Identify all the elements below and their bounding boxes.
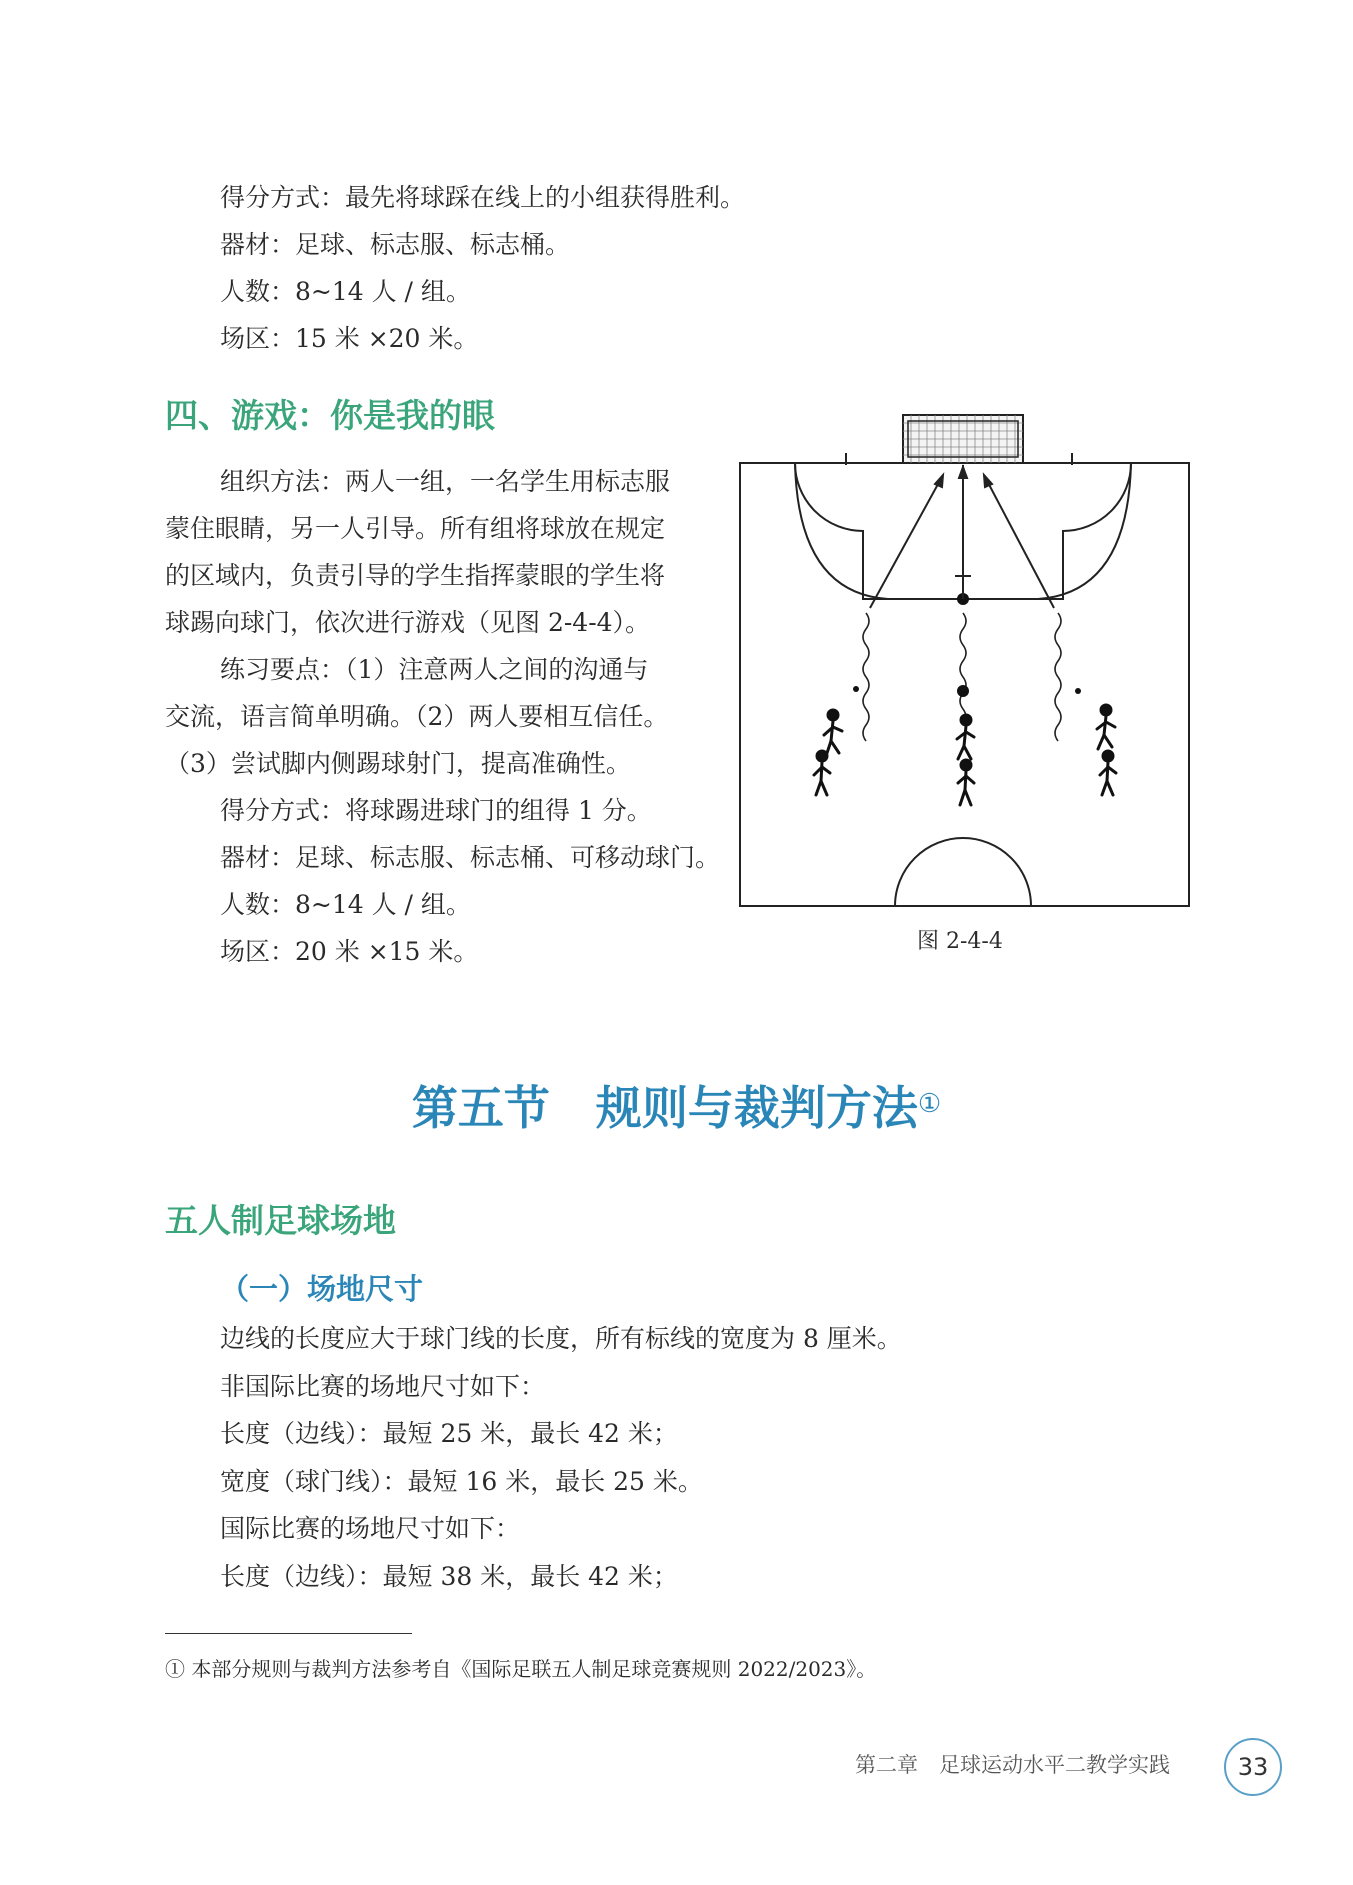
players-text: 人数：8~14 人 / 组。 <box>220 277 471 306</box>
size-line-2: 非国际比赛的场地尺寸如下： <box>220 1372 546 1401</box>
footnote-divider <box>165 1633 412 1634</box>
footer-chapter: 第二章 足球运动水平二教学实践 <box>855 1753 1170 1777</box>
goal-icon <box>903 415 1023 463</box>
equipment-text: 器材：足球、标志服、标志桶。 <box>220 230 571 259</box>
field-text: 场区：15 米 ×20 米。 <box>220 324 479 353</box>
field-size-heading: （一）场地尺寸 <box>220 1272 424 1306</box>
page-number: 33 <box>1224 1738 1282 1796</box>
org-line-1: 组织方法：两人一组，一名学生用标志服 <box>220 467 671 496</box>
size-line-5: 国际比赛的场地尺寸如下： <box>220 1514 521 1543</box>
wavy-line-left <box>863 613 869 741</box>
player-group-left <box>814 710 842 795</box>
wavy-line-center <box>960 613 966 725</box>
org-line-3: 的区域内，负责引导的学生指挥蒙眼的学生将 <box>165 561 666 590</box>
arrow-left <box>870 475 943 608</box>
game-field-text: 场区：20 米 ×15 米。 <box>220 937 479 966</box>
section-title-text: 第五节 规则与裁判方法 <box>411 1081 918 1135</box>
player-group-center <box>957 715 974 805</box>
key-line-1: 练习要点：（1）注意两人之间的沟通与 <box>220 655 649 684</box>
key-line-3: （3）尝试脚内侧踢球射门，提高准确性。 <box>165 749 631 778</box>
center-circle-arc <box>895 838 1031 906</box>
scoring-text: 得分方式：最先将球踩在线上的小组获得胜利。 <box>220 183 746 212</box>
footnote-mark: ① <box>917 1089 942 1119</box>
game-players-text: 人数：8~14 人 / 组。 <box>220 890 471 919</box>
size-line-3: 长度（边线）：最短 25 米，最长 42 米； <box>220 1419 678 1448</box>
player-group-right <box>1097 705 1116 795</box>
key-line-2: 交流，语言简单明确。（2）两人要相互信任。 <box>165 702 669 731</box>
game-scoring-text: 得分方式：将球踢进球门的组得 1 分。 <box>220 796 652 825</box>
size-line-6: 长度（边线）：最短 38 米，最长 42 米； <box>220 1562 678 1591</box>
wavy-line-right <box>1055 613 1061 741</box>
game-equipment-text: 器材：足球、标志服、标志桶、可移动球门。 <box>220 843 721 872</box>
arrow-right <box>984 475 1054 608</box>
footnote-text: ① 本部分规则与裁判方法参考自《国际足联五人制足球竞赛规则 2022/2023》。 <box>165 1657 877 1681</box>
section-title <box>0 1080 1353 1136</box>
size-line-4: 宽度（球门线）：最短 16 米，最长 25 米。 <box>220 1467 703 1496</box>
size-line-1: 边线的长度应大于球门线的长度，所有标线的宽度为 8 厘米。 <box>220 1324 902 1353</box>
ball-right <box>1075 688 1081 694</box>
org-line-4: 球踢向球门，依次进行游戏（见图 2-4-4）。 <box>165 608 651 637</box>
ball-left <box>853 686 859 692</box>
section-subheading: 五人制足球场地 <box>165 1201 396 1240</box>
org-line-2: 蒙住眼睛，另一人引导。所有组将球放在规定 <box>165 514 666 543</box>
ball-center <box>957 685 969 697</box>
field-diagram <box>738 413 1193 913</box>
figure-caption: 图 2-4-4 <box>917 929 1003 954</box>
game-four-heading: 四、游戏：你是我的眼 <box>165 396 495 435</box>
